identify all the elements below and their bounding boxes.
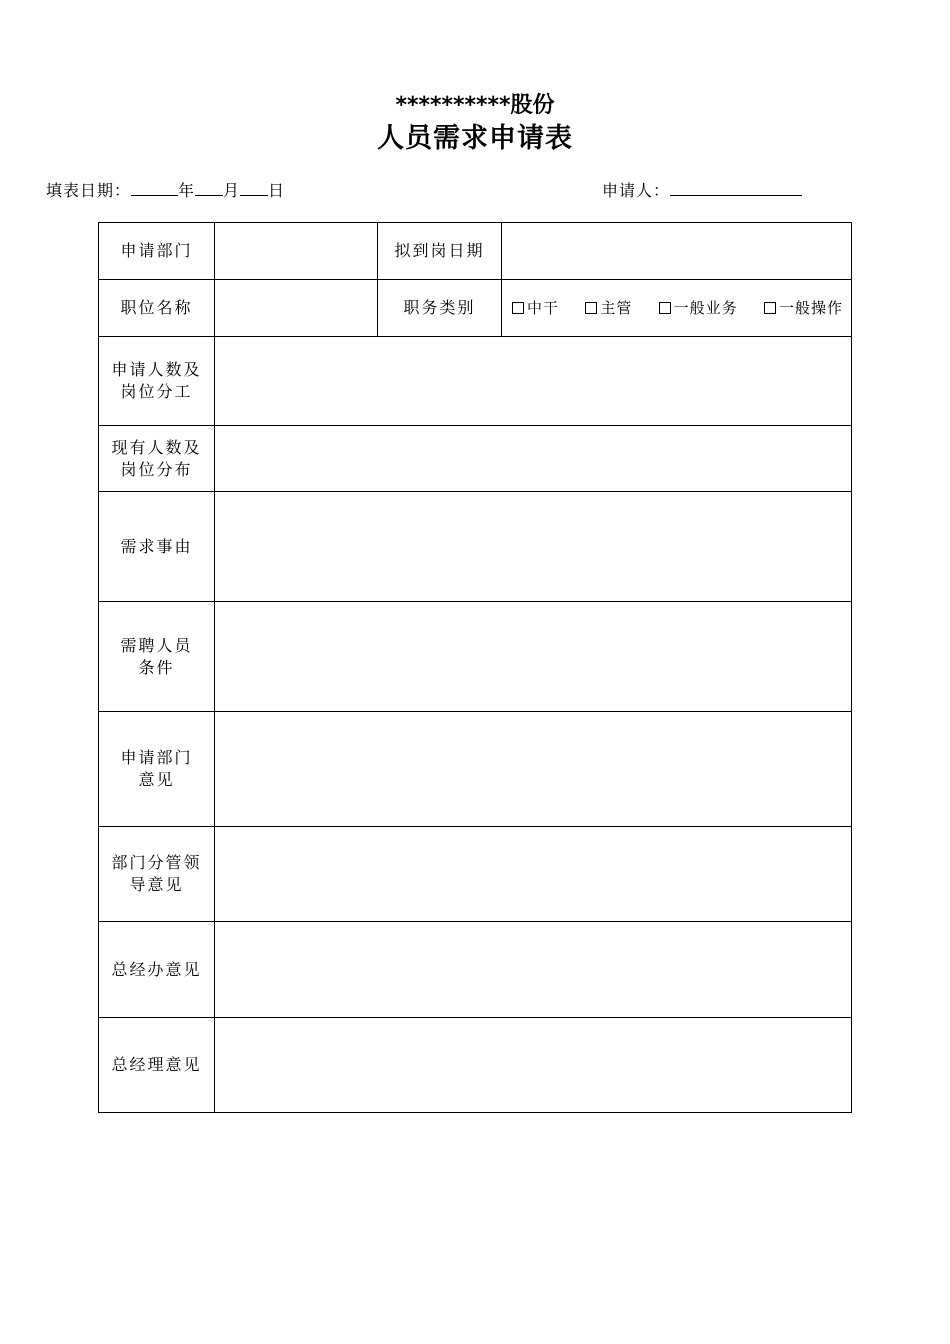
category-option-label: 一般操作 <box>778 299 843 317</box>
current-staff-label-line: 现有人数及 <box>111 437 202 457</box>
current-staff-label <box>99 426 215 492</box>
gm-field[interactable] <box>215 1018 852 1113</box>
table-row <box>99 280 852 337</box>
category-label: 职务类别 <box>378 280 502 337</box>
leader-opinion-label-line: 导意见 <box>129 875 184 894</box>
applicant-field[interactable] <box>670 178 802 196</box>
dept-opinion-label <box>99 712 215 827</box>
dept-field[interactable] <box>215 223 378 280</box>
month-suffix: 月 <box>223 181 241 200</box>
dept-opinion-label-line: 申请部门 <box>120 748 193 767</box>
checkbox-icon[interactable] <box>512 302 524 314</box>
headcount-field[interactable] <box>215 337 852 426</box>
headcount-label <box>99 337 215 426</box>
category-option-label: 中干 <box>527 299 560 317</box>
table-row <box>99 426 852 492</box>
reason-label: 需求事由 <box>99 492 215 602</box>
checkbox-icon[interactable] <box>659 302 671 314</box>
form-title: 人员需求申请表 <box>377 123 573 154</box>
dept-opinion-field[interactable] <box>215 712 852 827</box>
day-field[interactable] <box>240 178 268 196</box>
checkbox-icon[interactable] <box>585 302 597 314</box>
year-suffix: 年 <box>178 181 196 200</box>
category-option-label: 主管 <box>600 299 633 317</box>
arrival-date-label: 拟到岗日期 <box>378 223 502 280</box>
requisition-form-table <box>98 222 852 1113</box>
fill-date-row <box>46 178 285 203</box>
current-staff-field[interactable] <box>215 426 852 492</box>
table-row <box>99 827 852 922</box>
table-row <box>99 492 852 602</box>
day-suffix: 日 <box>268 181 286 200</box>
table-row <box>99 712 852 827</box>
category-option-mid-level[interactable] <box>512 297 559 319</box>
position-label: 职位名称 <box>99 280 215 337</box>
table-row <box>99 223 852 280</box>
category-option-label: 一般业务 <box>673 299 738 317</box>
applicant-label: 申请人： <box>602 181 671 200</box>
headcount-label-line: 岗位分工 <box>120 382 193 401</box>
gm-office-label: 总经办意见 <box>99 922 215 1018</box>
dept-label: 申请部门 <box>99 223 215 280</box>
category-option-general-business[interactable] <box>659 297 738 319</box>
gm-office-field[interactable] <box>215 922 852 1018</box>
table-row <box>99 602 852 712</box>
table-row <box>99 1018 852 1113</box>
category-options <box>502 280 852 337</box>
leader-opinion-field[interactable] <box>215 827 852 922</box>
headcount-label-line: 申请人数及 <box>111 360 202 379</box>
company-name: **********股份 <box>395 93 555 118</box>
requirements-field[interactable] <box>215 602 852 712</box>
checkbox-icon[interactable] <box>764 302 776 314</box>
category-option-supervisor[interactable] <box>585 297 632 319</box>
requirements-label-line: 需聘人员 <box>120 635 193 655</box>
reason-field[interactable] <box>215 492 852 602</box>
month-field[interactable] <box>195 178 223 196</box>
position-field[interactable] <box>215 280 378 337</box>
leader-opinion-label <box>99 827 215 922</box>
requirements-label <box>99 602 215 712</box>
dept-opinion-label-line: 意见 <box>138 770 175 789</box>
table-row <box>99 337 852 426</box>
fill-date-label: 填表日期： <box>46 181 132 200</box>
table-row <box>99 922 852 1018</box>
applicant-row <box>602 178 802 203</box>
arrival-date-field[interactable] <box>502 223 852 280</box>
year-field[interactable] <box>131 178 178 196</box>
leader-opinion-label-line: 部门分管领 <box>111 853 202 872</box>
gm-label: 总经理意见 <box>99 1018 215 1113</box>
category-option-general-operation[interactable] <box>764 297 843 319</box>
current-staff-label-line: 岗位分布 <box>120 459 193 479</box>
requirements-label-line: 条件 <box>138 657 175 677</box>
